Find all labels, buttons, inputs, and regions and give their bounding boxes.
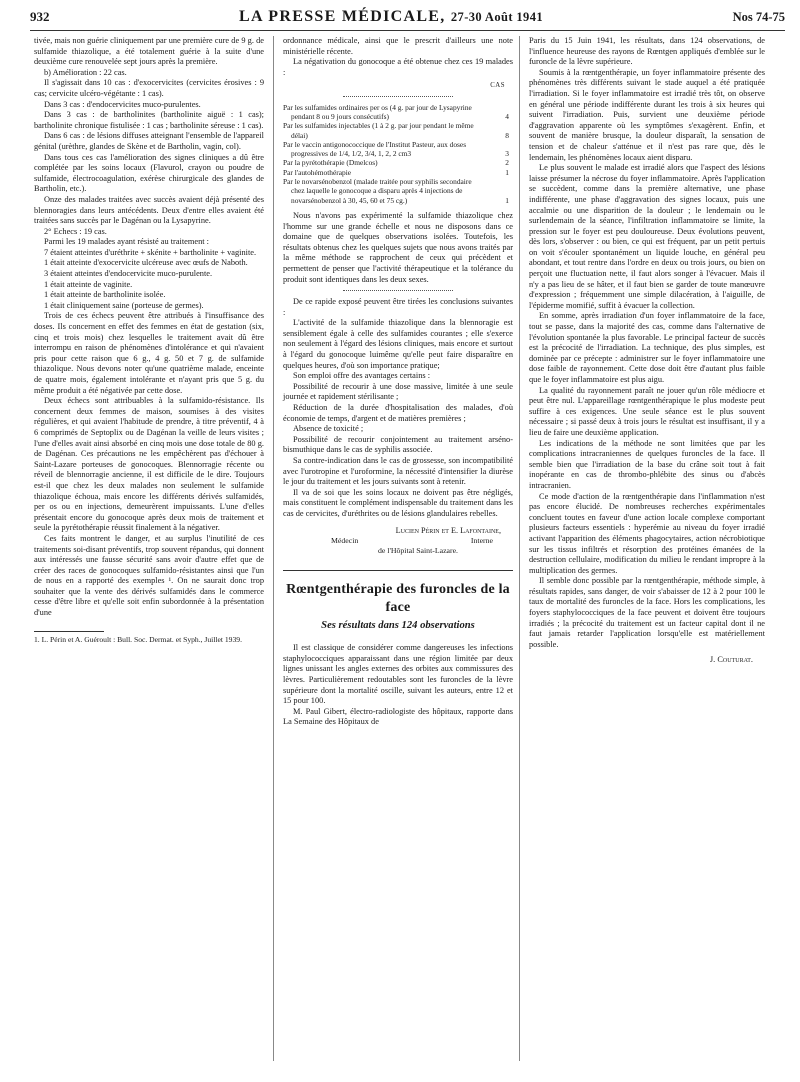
column-2 bbox=[283, 36, 513, 728]
paragraph: Il va de soi que les soins locaux ne doivent pas être négligés, mais constituent le complément indispensable du traitement dans les cas de cervicites, d'uréthrites ou de lésions glandulaires rebelles. bbox=[283, 487, 513, 518]
article-subtitle: Ses résultats dans 124 observations bbox=[321, 619, 475, 631]
results-table bbox=[283, 81, 513, 205]
table-row bbox=[283, 121, 513, 140]
author-role: Médecin bbox=[331, 535, 359, 545]
paragraph: Possibilité de recourir conjointement au traitement arséno-bismuthique dans le cas de syphilis associée. bbox=[283, 434, 513, 455]
table-row bbox=[283, 168, 513, 177]
author-names: Lucien Périn et E. Lafontaine, bbox=[395, 525, 501, 535]
footnote: 1. L. Périn et A. Guéroult : Bull. Soc. Dermat. et Syph., Juillet 1939. bbox=[34, 634, 242, 644]
paragraph: Onze des malades traitées avec succès avaient déjà présenté des blennoragies dans leurs antécédents. Deux d'entre elles avaient été traitées sans succès par le Dagénan ou la Lysapyrine. bbox=[34, 194, 264, 226]
paragraph: En somme, après irradiation d'un foyer inflammatoire de la face, tout se passe, dans la majorité des cas, comme dans l'alternative de l'évolution spontanée la plus favorable. Le principal facteur de succès est la précocité de l'irradiation. La technique, des plus simples, est dominée par ce précepte : administrer sur le foyer inflammatoire une dose faible de rayonnement. Cette dose doit être d'autant plus faible que le foyer inflammatoire est plus aigu. bbox=[529, 311, 765, 384]
paragraph: Nous n'avons pas expérimenté la sulfamide thiazolique chez l'homme sur une grande échelle et nous ne disposons dans ce domaine que de quelques observations isolées. Toutefois, les résultats obtenus chez les quelques sujets que nous avons traités par la même méthode se rapprochent de ceux qui précèdent et permettent de penser que l'activité thérapeutique et la tolérance du produit sont identiques dans les deux sexes. bbox=[283, 210, 513, 284]
issue-date: 27-30 Août 1941 bbox=[450, 10, 544, 24]
row-label: Par le novarsénobenzol (malade traitée pour syphilis secondaire chez laquelle le gonocoque a disparu après 4 injections de novarsénobenzol à 30, 45, 60 et 75 cg.) bbox=[283, 177, 472, 205]
article-block bbox=[283, 570, 513, 728]
footnote-rule bbox=[34, 631, 104, 632]
page-header bbox=[30, 8, 785, 31]
row-count: 2 bbox=[505, 158, 509, 168]
paragraph: La qualité du rayonnement paraît ne jouer qu'un rôle médiocre et peut être nul. L'appareillage rœntgenthérapique le plus modeste peut suffire à ces exigences. Une seule séance est le plus souvent nécessaire ; si passé deux à trois jours le résultat est insuffisant, il y a lieu de faire une deuxième application. bbox=[529, 385, 765, 437]
row-label: Par la pyrétothérapie (Dmelcos) bbox=[283, 158, 378, 168]
institution: de l'Hôpital Saint-Lazare. bbox=[378, 545, 458, 555]
paragraph: Il semble donc possible par la rœntgenthérapie, méthode simple, à résultats rapides, sans danger, de voir s'abaisser de 12 à 2 pour 100 le taux de mortalité des furoncles de la face. Hors les complications, les foyers staphylococciques de la face peuvent et doivent être toujours irradiés ; la précocité du traitement est un facteur capital dont il ne faut jamais retarder l'application lorsqu'elle est matériellement possible. bbox=[529, 576, 765, 649]
paragraph: De ce rapide exposé peuvent être tirées les conclusions suivantes : bbox=[283, 297, 513, 317]
paragraph: tivée, mais non guérie cliniquement par une première cure de 9 g. de sulfamide thiazolique, a été totalement guérie à la suite d'une deuxième cure renouvelée sept jours après la première. bbox=[34, 36, 264, 67]
section-heading: b) Amélioration : 22 cas. bbox=[44, 67, 127, 77]
paragraph: Ce mode d'action de la rœntgenthérapie dans l'inflammation n'est pas encore élucidé. De nombreuses recherches expérimentales concluent toutes en faveur d'une action locale complexe comportant plusieurs facteurs essentiels : hyperémie au niveau du foyer irradié activant l'apparition des éléments phagocytaires, action nécrobiotique sur les tissus infiltrés et résorption des protéines émanées de la destruction cellulaire, modification du milieu le rendant impropre à la multiplication des germes. bbox=[529, 491, 765, 575]
row-count: 1 bbox=[505, 167, 509, 177]
paragraph: Deux échecs sont attribuables à la sulfamido-résistance. Ils concernent deux femmes de maison, soumises à des visites régulières, et qui avaient l'habitude de prendre, à titre préventif, 4 à 6 comprimés de Septoplix ou de Dagénan la veille de leurs visites ; l'une d'elles avait ainsi absorbé en cinq mois une dose totale de 80 g. de Dagénan. Ces précautions ne les empêchèrent pas d'échouer à Saint-Lazare porteuses de gonocoques. Blennorragie récente ou réveil de blennorragie ancienne, il est difficile de le dire. Toujours est-il que chez les deux malades non seulement le sulfamide thiazolique échoua, mais encore les différents dérivés sulfamidés, per os ou en injections, demeurèrent impuissants. L'une d'elles présentait encore du gonocoque après deux mois de traitement et seule la pyrétothérapie réussit finalement à la négativer. bbox=[34, 396, 264, 533]
table-row bbox=[283, 158, 513, 167]
dotted-separator bbox=[343, 96, 453, 97]
author-roles bbox=[283, 536, 513, 546]
column-3 bbox=[529, 36, 765, 666]
paragraph: Paris du 15 Juin 1941, les résultats, dans 124 observations, de l'influence heureuse des rayons de Rœntgen appliqués d'emblée sur le furoncle de la lèvre supérieure. bbox=[529, 36, 765, 67]
table-column-header: CAS bbox=[490, 82, 505, 90]
paragraph: Absence de toxicité ; bbox=[293, 424, 364, 434]
table-row bbox=[283, 177, 513, 205]
signature-block bbox=[283, 526, 513, 556]
row-count: 4 bbox=[505, 111, 509, 121]
paragraph: 7 étaient atteintes d'uréthrite + skénite + bartholinite + vaginite. bbox=[44, 247, 257, 257]
row-label: Par les sulfamides ordinaires per os (4 g. par jour de Lysapyrine pendant 8 ou 9 jours consécutifs) bbox=[283, 102, 472, 121]
page-number: 932 bbox=[30, 9, 50, 24]
journal-masthead bbox=[239, 8, 543, 26]
paragraph: 1 était atteinte de vaginite. bbox=[44, 279, 133, 289]
column-divider bbox=[519, 36, 520, 1061]
row-label: Par les sulfamides injectables (1 à 2 g. par jour pendant le même délai) bbox=[283, 121, 474, 140]
paragraph: Possibilité de recourir à une dose massive, limitée à une seule journée et rapidement stérilisante ; bbox=[283, 381, 513, 402]
paragraph: Son emploi offre des avantages certains : bbox=[293, 371, 431, 381]
column-divider bbox=[273, 36, 274, 1061]
paragraph: Dans tous ces cas l'amélioration des signes cliniques a dû être complétée par les soins locaux (Flavurol, crayon ou poudre de sulfamide, électrocoagulation, exérèse chirurgicale des glandes de Bartholin, etc.). bbox=[34, 152, 264, 194]
journal-title: LA PRESSE MÉDICALE, bbox=[239, 8, 446, 25]
paragraph: Parmi les 19 malades ayant résisté au traitement : bbox=[44, 237, 209, 247]
paragraph: La négativation du gonocoque a été obtenue chez ces 19 malades : bbox=[283, 57, 513, 77]
paragraph: Dans 6 cas : de lésions diffuses atteignant l'ensemble de l'appareil génital (urèthre, glandes de Skène et de Bartholin, vagin, col). bbox=[34, 131, 264, 151]
paragraph: 1 était atteinte de bartholinite isolée. bbox=[44, 290, 166, 300]
paragraph: Le plus souvent le malade est irradié alors que l'aspect des lésions laisse présumer la nécrose du foyer inflammatoire. Après l'application se succèdent, comme dans la première alternative, une phase indifférente, une phase d'aggravation des signes locaux, puis une accalmie ou une disparition de la douleur ; le lendemain ou le surlendemain de la séance, l'infiltration inflammatoire se limite, la pression sur le foyer est peu douloureuse. Deux évolutions peuvent, dès lors, s'observer : ou bien, ce qui est fréquent, par un petit pertuis on voit s'écouler spontanément un liquide louche, en général peu abondant, et tout rentre dans l'ordre en deux ou trois jours, ou bien on perçoit une fluctuation nette, il faut alors songer à l'évacuer. Mais il n'y a pas lieu de se hâter, et il faut bien se garder de toute manœuvre d'expression ; fréquemment une simple dilacération, à l'aiguille, de l'épiderme momifié, suffit à évacuer la collection. bbox=[529, 163, 765, 310]
paragraph: 1 était cliniquement saine (porteuse de germes). bbox=[44, 300, 204, 310]
paragraph: 3 étaient atteintes d'endocervicite muco-purulente. bbox=[44, 269, 213, 279]
row-label: Par le vaccin antigonococcique de l'Institut Pasteur, aux doses progressives de 1/4, 1/2, 3/4, 1, 2, 2 cm3 bbox=[283, 139, 467, 159]
paragraph: Il est classique de considérer comme dangereuses les infections staphylococciques apparaissant dans une région limitée par deux lignes unissant les angles externes des orbites aux commissures des lèvres. Particulièrement redoutables sont les furoncles de la lèvre supérieure dont la mortalité oscille, suivant les auteurs, entre 12 et 15 pour 100. bbox=[283, 643, 513, 706]
paragraph: Réduction de la durée d'hospitalisation des malades, d'où économie de temps, d'argent et de matières premières ; bbox=[283, 403, 513, 423]
paragraph: 1 était atteinte d'exocervicite ulcéreuse avec œufs de Naboth. bbox=[44, 258, 248, 268]
table-row bbox=[283, 103, 513, 122]
paragraph: Ces faits montrent le danger, et au surplus l'inutilité de ces traitements soi-disant préventifs, trop souvent répandus, qui donnent aux intéressés une fausse sécurité sans avoir d'autre effet que de créer des races de gonocoques sulfamido-résistantes ainsi que l'un de nous en a rapporté des exemples ¹. On ne saurait donc trop souhaiter que la vente des dérivés sulfamidés dans le commerce cesse d'être libre et qu'elle soit enfin subordonnée à la présentation d'une bbox=[34, 533, 264, 618]
section-heading: 2° Echecs : 19 cas. bbox=[44, 226, 107, 236]
paragraph: Sa contre-indication dans le cas de grossesse, son incompatibilité avec l'urotropine et l'uroformine, la nécessité d'intensifier la diurèse le jour du traitement et les jours suivants sont à retenir. bbox=[283, 456, 513, 487]
row-count: 1 bbox=[505, 195, 509, 205]
row-count: 8 bbox=[505, 130, 509, 140]
paragraph: ordonnance médicale, ainsi que le prescrit d'ailleurs une note ministérielle récente. bbox=[283, 36, 513, 56]
paragraph: Trois de ces échecs peuvent être attribués à l'insuffisance des doses. Ils concernent en effet des femmes en état de gestation (six, cinq et trois mois) chez lesquelles le traitement avait dû être interrompu en raison de phénomènes d'intolérance et qui n'avaient pris pour cette raison que 6 g., 4 g. 50 et 7 g. de sulfamide thiazolique. Nous devons noter qu'une quatrième malade, enceinte de quatre mois, également intolérante et n'ayant pris que 5 g. du même produit a été négativée par cette dose. bbox=[34, 311, 264, 395]
article-title: Rœntgenthérapie des furoncles de la face bbox=[286, 581, 510, 615]
dotted-separator bbox=[343, 290, 453, 291]
row-count: 3 bbox=[505, 149, 509, 159]
table-row bbox=[283, 140, 513, 159]
paragraph: Dans 3 cas : de bartholinites (bartholinite aiguë : 1 cas); bartholinite chronique fistulisée : 1 cas ; bartholinite séreuse : 1 cas). bbox=[34, 110, 264, 130]
paragraph: Les indications de la méthode ne sont limitées que par les complications intracraniennes de quelques furoncles de la face. Il semble bien que l'irradiation de la base du crâne soit tout à fait inopérante en cas de thrombo-phlébite des sinus ou d'abcès intracranien. bbox=[529, 438, 765, 490]
paragraph: L'activité de la sulfamide thiazolique dans la blennoragie est sensiblement égale à celle des sulfamides courantes ; elle s'exerce non seulement à l'égard des lésions cliniques, mais encore et surtout à l'égard du gonocoque luimême qu'elle peut faire disparaître en quelques heures, d'où son importance pratique; bbox=[283, 318, 513, 370]
article-author: J. Couturat. bbox=[709, 655, 753, 665]
author-role: Interne bbox=[470, 535, 493, 545]
paragraph: Soumis à la rœntgenthérapie, un foyer inflammatoire présente des phénomènes très différents suivant le stade auquel a été pratiquée l'irradiation. Si le foyer inflammatoire est irradié très tôt, on observe en général une période indifférente durant les trois à six heures qui suivent l'irradiation. Puis, survient une deuxième période d'aggravation apparente où les symptômes s'exagèrent. Enfin, et souvent de manière brusque, la douleur disparaît, la sensation de tension et de chaleur s'atténue et il n'est pas rare que, dès le lendemain, les phénomènes locaux aient disparu. bbox=[529, 67, 765, 162]
row-label: Par l'autohémothérapie bbox=[283, 167, 352, 177]
paragraph: Dans 3 cas : d'endocervicites muco-purulentes. bbox=[44, 99, 201, 109]
paragraph: Il s'agissait dans 10 cas : d'exocervicites (cervicites érosives : 9 cas; cervicite ulcéro-végétante : 1 cas). bbox=[34, 78, 264, 98]
column-1 bbox=[34, 36, 264, 644]
issue-number: Nos 74-75 bbox=[732, 10, 785, 24]
paragraph: M. Paul Gibert, électro-radiologiste des hôpitaux, rapporte dans La Semaine des Hôpitaux de bbox=[283, 706, 513, 727]
